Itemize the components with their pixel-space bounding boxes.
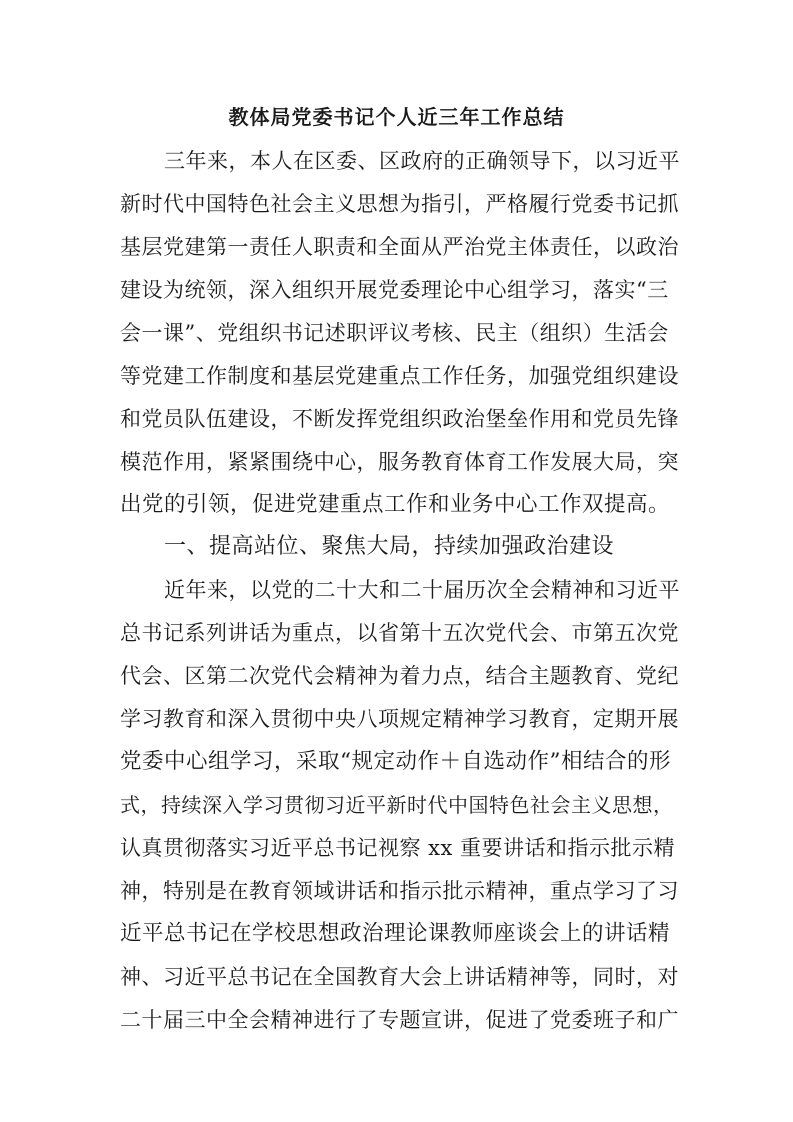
paragraph-line: 党委中心组学习，采取“规定动作＋自选动作”相结合的形 <box>120 749 671 774</box>
paragraph-line: 会一课”、党组织书记述职评议考核、民主（组织）生活会 <box>120 321 669 345</box>
paragraph-line: 和党员队伍建设，不断发挥党组织政治堡垒作用和党员先锋 <box>120 407 679 431</box>
document-title: 教体局党委书记个人近三年工作总结 <box>228 105 565 129</box>
paragraph-line: 近年来，以党的二十大和二十届历次全会精神和习近平 <box>164 578 680 602</box>
paragraph-line: 三年来，本人在区委、区政府的正确领导下，以习近平 <box>164 149 680 173</box>
paragraph-line: 等党建工作制度和基层党建重点工作任务，加强党组织建设 <box>120 364 679 388</box>
paragraph-line: 学习教育和深入贯彻中央八项规定精神学习教育，定期开展 <box>120 707 679 731</box>
paragraph-line: 代会、区第二次党代会精神为着力点，结合主题教育、党纪 <box>120 664 679 688</box>
paragraph-line: 二十届三中全会精神进行了专题宣讲，促进了党委班子和广 <box>120 1008 679 1032</box>
paragraph-line: 模范作用，紧紧围绕中心，服务教育体育工作发展大局，突 <box>120 450 679 474</box>
paragraph-line: 认真贯彻落实习近平总书记视察 xx 重要讲话和指示批示精 <box>120 836 676 860</box>
paragraph-line: 神，特别是在教育领域讲话和指示批示精神，重点学习了习 <box>120 879 679 903</box>
paragraph-line: 新时代中国特色社会主义思想为指引，严格履行党委书记抓 <box>120 192 679 216</box>
paragraph-line: 建设为统领，深入组织开展党委理论中心组学习，落实“三 <box>120 278 669 302</box>
paragraph-line: 式，持续深入学习贯彻习近平新时代中国特色社会主义思想， <box>120 793 674 817</box>
paragraph-line: 基层党建第一责任人职责和全面从严治党主体责任，以政治 <box>120 235 679 259</box>
section-heading: 一、提高站位、聚焦大局，持续加强政治建设 <box>164 534 615 559</box>
paragraph-line: 出党的引领，促进党建重点工作和业务中心工作双提高。 <box>120 492 671 517</box>
paragraph-line: 近平总书记在学校思想政治理论课教师座谈会上的讲话精 <box>120 921 671 946</box>
paragraph-line: 神、习近平总书记在全国教育大会上讲话精神等，同时，对 <box>120 965 679 989</box>
paragraph-line: 总书记系列讲话为重点，以省第十五次党代会、市第五次党 <box>120 621 679 645</box>
